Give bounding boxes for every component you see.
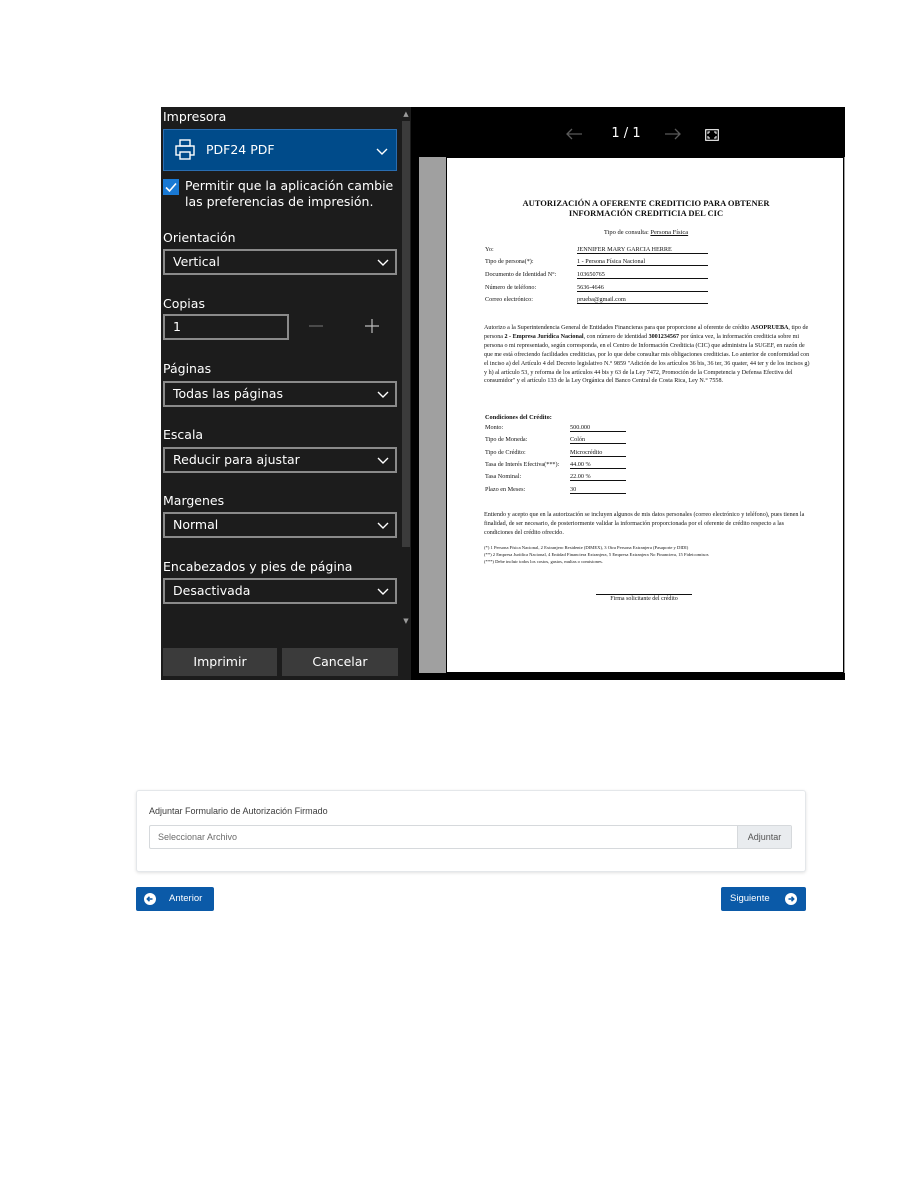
margins-value: Normal [173, 517, 219, 532]
footnote: (***) Debe incluir todos los costos, gastos, multas o comisiones. [484, 559, 603, 564]
field-row [485, 296, 626, 303]
para-text: por única vez, la información crediticia sobre mi persona o mi representado, según corresponda, en el Centro de Información Crediticia (CIC) que administra la SUGEF, en razón de que me está ofreciendo facilidades crediticias, por lo que debe consultar mis obligaciones crediticias. Lo anterior de conformidad con el inciso a) del Artículo 4 del Decreto legislativo N.° 9859 "Adición de los artículos 36 bis, 36 ter, 36 quater, 44 ter y de los incisos g) y h) al artículo 53, y reforma de los artículos 44 bis y 63 de la Ley 7472, Promoción de la Competencia y Defensa Efectiva del consumidor" y el artículo 133 de la Ley Orgánica del Banco Central de Costa Rica, Ley N.° 7558. [484, 333, 810, 385]
signature-label: Firma solicitante del crédito [610, 596, 678, 602]
condition-row [485, 486, 577, 493]
chevron-down-icon [377, 454, 389, 466]
condition-label: Tasa de Interés Efectiva(***): [485, 461, 560, 468]
arrow-left-circle-icon [144, 893, 156, 905]
page-counter: 1 / 1 [611, 126, 641, 141]
chevron-down-icon [377, 256, 389, 268]
condition-value: Microcrédito [570, 449, 626, 457]
print-button[interactable]: Imprimir [163, 648, 277, 676]
field-row [485, 258, 646, 265]
condition-label: Tipo de Moneda: [485, 436, 528, 443]
headers-footers-select[interactable] [163, 578, 397, 604]
condition-row [485, 473, 591, 480]
document-title-line2: INFORMACIÓN CREDITICIA DEL CIC [568, 208, 724, 218]
field-value: 5636-4646 [577, 284, 708, 292]
next-button-label: Siguiente [730, 893, 770, 904]
field-value: JENNIFER MARY GARCIA HERRE [577, 246, 708, 254]
printer-select[interactable] [163, 129, 397, 171]
condition-value: 30 [570, 486, 626, 494]
permit-preferences-checkbox[interactable] [163, 179, 179, 195]
field-label: Correo electrónico: [485, 296, 533, 303]
headers-footers-value: Desactivada [173, 583, 251, 598]
printer-label: Impresora [163, 109, 227, 124]
print-preview-pane [411, 107, 845, 680]
arrow-right-circle-icon [785, 893, 797, 905]
scale-select[interactable] [163, 447, 397, 473]
para-entity: ASOPRUEBA [750, 325, 789, 331]
para-person-type: 2 - Empresa Jurídica Nacional [504, 333, 584, 340]
printer-value: PDF24 PDF [206, 142, 275, 157]
file-input[interactable] [149, 825, 792, 849]
chevron-down-icon [377, 388, 389, 400]
margins-label: Margenes [163, 493, 225, 508]
field-value: 103650765 [577, 271, 708, 279]
condition-row [485, 449, 603, 456]
next-button[interactable] [721, 887, 806, 911]
condition-row [485, 461, 591, 468]
field-row [485, 271, 605, 278]
cancel-button[interactable]: Cancelar [282, 648, 398, 676]
pages-select[interactable] [163, 381, 397, 407]
print-dialog [161, 107, 845, 680]
field-value: 1 - Persona Física Nacional [577, 258, 708, 266]
checkmark-icon [163, 179, 179, 195]
file-input-placeholder: Seleccionar Archivo [158, 832, 238, 842]
chevron-down-icon [376, 145, 388, 157]
footnote: (**) 2 Empresa Jurídica Nacional, 4 Entidad Financiera Extranjera, 5 Empresa Extranjera No Financiera, 15 Fideicomisos [484, 552, 709, 557]
pages-label: Páginas [163, 361, 212, 376]
condition-row [485, 424, 591, 431]
orientation-value: Vertical [173, 254, 220, 269]
document-title-line1: AUTORIZACIÓN A OFERENTE CREDITICIO PARA OBTENER [522, 198, 770, 208]
previous-page-arrow-icon[interactable] [565, 127, 583, 141]
document-title [447, 198, 845, 218]
next-page-arrow-icon[interactable] [664, 127, 682, 141]
previous-button-label: Anterior [169, 893, 203, 904]
consult-type-value: Persona Física [650, 229, 689, 236]
condition-label: Tasa Nominal: [485, 473, 522, 480]
decrease-copies-button[interactable] [309, 319, 323, 333]
previous-button[interactable] [136, 887, 214, 911]
permit-preferences-label: Permitir que la aplicación cambie las preferencias de impresión. [185, 178, 394, 209]
field-row [485, 284, 604, 291]
settings-scroll-thumb[interactable] [402, 121, 410, 547]
condition-value: 22.00 % [570, 473, 626, 481]
field-label: Documento de Identidad N°: [485, 271, 557, 278]
chevron-down-icon [377, 585, 389, 597]
signature-line [596, 594, 692, 595]
document-page [446, 157, 844, 673]
authorization-paragraph [484, 324, 810, 386]
condition-label: Monto: [485, 424, 504, 431]
condition-row [485, 436, 586, 443]
consult-type [447, 229, 845, 236]
field-label: Número de teléfono: [485, 284, 537, 291]
condition-value: 44.00 % [570, 461, 626, 469]
para-identity: 3001234567 [648, 333, 680, 340]
copies-value: 1 [173, 319, 181, 334]
conditions-title: Condiciones del Crédito: [485, 414, 552, 421]
increase-copies-button[interactable] [365, 319, 379, 333]
para-text: Autorizo a la Superintendencia General de Entidades Financieras para que proporcione al oferente de crédito [484, 325, 751, 331]
scroll-up-icon[interactable]: ▲ [403, 110, 409, 118]
condition-label: Tipo de Crédito: [485, 449, 526, 456]
pages-value: Todas las páginas [173, 386, 283, 401]
chevron-down-icon [377, 519, 389, 531]
fit-page-icon[interactable] [705, 129, 719, 141]
print-settings-panel [161, 107, 411, 680]
footnote: (*) 1 Persona Física Nacional, 2 Extranjero Residente (DIMEX), 3 Otra Persona Extranjera (Pasaporte y DIDI) [484, 545, 689, 550]
copies-input[interactable] [163, 314, 289, 340]
para-text: , tipo de persona [484, 325, 809, 340]
scroll-down-icon[interactable]: ▼ [403, 617, 409, 625]
condition-value: 500.000 [570, 424, 626, 432]
orientation-select[interactable] [163, 249, 397, 275]
scale-value: Reducir para ajustar [173, 452, 300, 467]
headers-footers-label: Encabezados y pies de página [163, 559, 353, 574]
para-text: , con número de identidad [583, 333, 649, 340]
attach-button[interactable]: Adjuntar [737, 826, 791, 848]
consent-paragraph: Entiendo y acepto que en la autorización se incluyen algunos de mis datos personales (correo electrónico y teléfono), pues tienen la finalidad, de ser necesario, de posteriormente validar la información proporcionada por el oferente de crédito respecto a las condiciones del crédito ofrecido. [484, 512, 805, 536]
field-row [485, 246, 672, 253]
condition-label: Plazo en Meses: [485, 486, 526, 493]
condition-value: Colón [570, 436, 626, 444]
attach-label: Adjuntar Formulario de Autorización Firmado [149, 806, 328, 816]
field-label: Tipo de persona(*): [485, 258, 534, 265]
field-value: prueba@gmail.com [577, 296, 708, 304]
scale-label: Escala [163, 427, 204, 442]
consult-type-label: Tipo de consulta: [603, 229, 649, 236]
margins-select[interactable] [163, 512, 397, 538]
printer-icon [174, 138, 196, 162]
orientation-label: Orientación [163, 230, 236, 245]
field-label: Yo: [485, 246, 494, 253]
preview-canvas [419, 157, 845, 673]
preview-nav-bar [411, 107, 845, 157]
attach-card [136, 790, 806, 872]
copies-label: Copias [163, 296, 205, 311]
